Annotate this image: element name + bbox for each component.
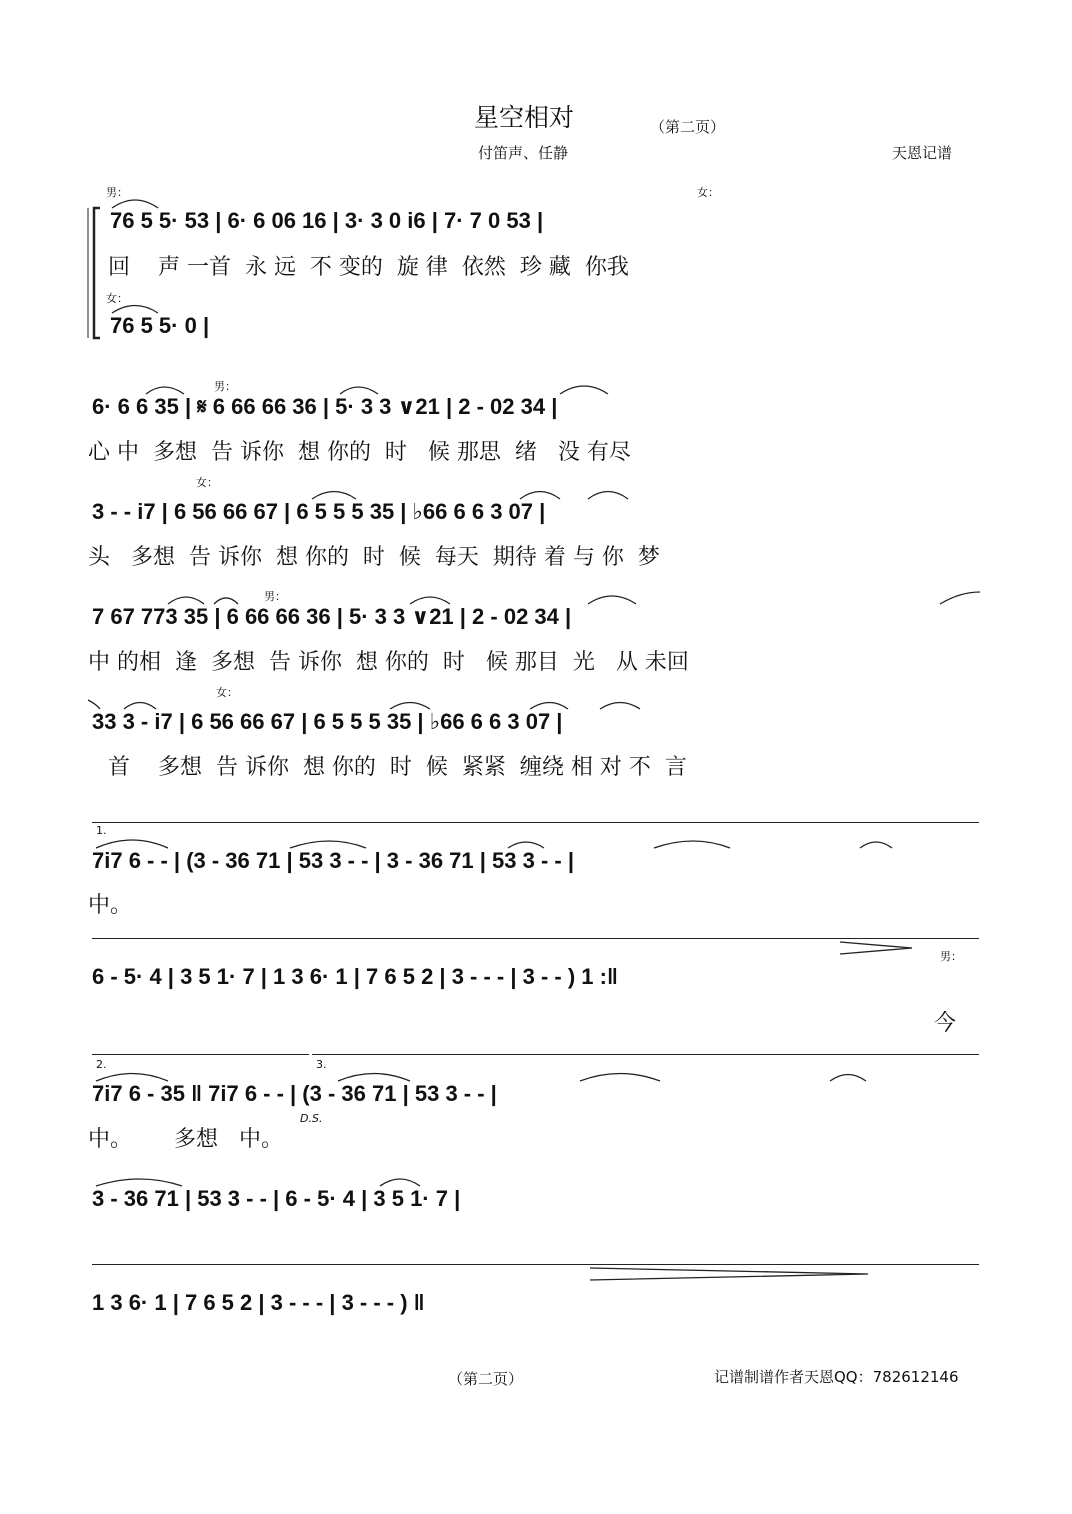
voice-label: 男： [214, 380, 236, 393]
volta-2-label: 2. [96, 1058, 107, 1071]
notation-line-3: 3 - - i7 | 6 56 66 67 | 6 5 5 5 35 | ♭66 6 6 3 07 | [92, 499, 546, 524]
lyrics-line-3: 头 多想 告 诉你 想 你的 时 候 每天 期待 着 与 你 梦 [88, 545, 660, 570]
footer-credit: 记谱制谱作者天恩QQ：782612146 [714, 1368, 959, 1386]
volta-3-label: 3. [316, 1058, 327, 1071]
dal-segno-mark: D.S. [300, 1112, 323, 1125]
lyrics-line-1: 回 声 一首 永 远 不 变的 旋 律 依然 珍 藏 你我 [108, 255, 629, 280]
page-tag: （第二页） [650, 118, 726, 136]
lyrics-line-8: 中。 多想 中。 [88, 1127, 283, 1152]
lyrics-line-5: 首 多想 告 诉你 想 你的 时 候 紧紧 缠绕 相 对 不 言 [108, 755, 687, 780]
singers: 付笛声、任静 [478, 144, 569, 162]
notation-line-6: 7i7 6 - - | (3 - 36 71 | 53 3 - - | 3 - 36 71 | 53 3 - - | [92, 848, 574, 873]
footer-page: （第二页） [448, 1370, 524, 1388]
voice-label: 女： [196, 476, 218, 489]
notation-line-8: 7i7 6 - 35 ‖ 7i7 6 - - | (3 - 36 71 | 53 3 - - | [92, 1081, 497, 1106]
notation-line-10: 1 3 6· 1 | 7 6 5 2 | 3 - - - | 3 - - - ) ‖ [92, 1290, 425, 1315]
notation-line-4: 7 67 773 35 | 6 66 66 36 | 5· 3 3 ∨21 | 2 - 02 34 | [92, 604, 572, 629]
notation-line-5: 33 3 - i7 | 6 56 66 67 | 6 5 5 5 35 | ♭66 6 6 3 07 | [92, 709, 563, 734]
notation-line-9: 3 - 36 71 | 53 3 - - | 6 - 5· 4 | 3 5 1· 7 | [92, 1186, 461, 1211]
lyrics-line-7: 今 [934, 1011, 957, 1036]
lyrics-line-6: 中。 [88, 893, 133, 918]
lyrics-line-4: 中 的相 逢 多想 告 诉你 想 你的 时 候 那目 光 从 未回 [88, 650, 689, 675]
voice-label: 男： [940, 950, 962, 963]
volta-1-label: 1. [96, 824, 107, 837]
notation-line-1a: 76 5 5· 53 | 6· 6 06 16 | 3· 3 0 i6 | 7· 7 0 53 | [110, 208, 544, 233]
voice-label: 男： [264, 590, 286, 603]
score-title: 星空相对 [474, 103, 575, 132]
notation-line-1b: 76 5 5· 0 | [110, 313, 210, 338]
lyrics-line-2: 心 中 多想 告 诉你 想 你的 时 候 那思 绪 没 有尽 [88, 440, 631, 465]
voice-label-female: 女： [106, 292, 128, 305]
notation-line-2: 6· 6 6 35 | 𝄋 6 66 66 36 | 5· 3 3 ∨21 | 2 - 02 34 | [92, 394, 558, 419]
transcriber: 天恩记谱 [892, 144, 953, 162]
voice-label: 女： [216, 686, 238, 699]
voice-label-male: 男： [106, 186, 128, 199]
notation-line-7: 6 - 5· 4 | 3 5 1· 7 | 1 3 6· 1 | 7 6 5 2 | 3 - - - | 3 - - ) 1 :‖ [92, 964, 618, 989]
voice-label-female: 女： [697, 186, 719, 199]
